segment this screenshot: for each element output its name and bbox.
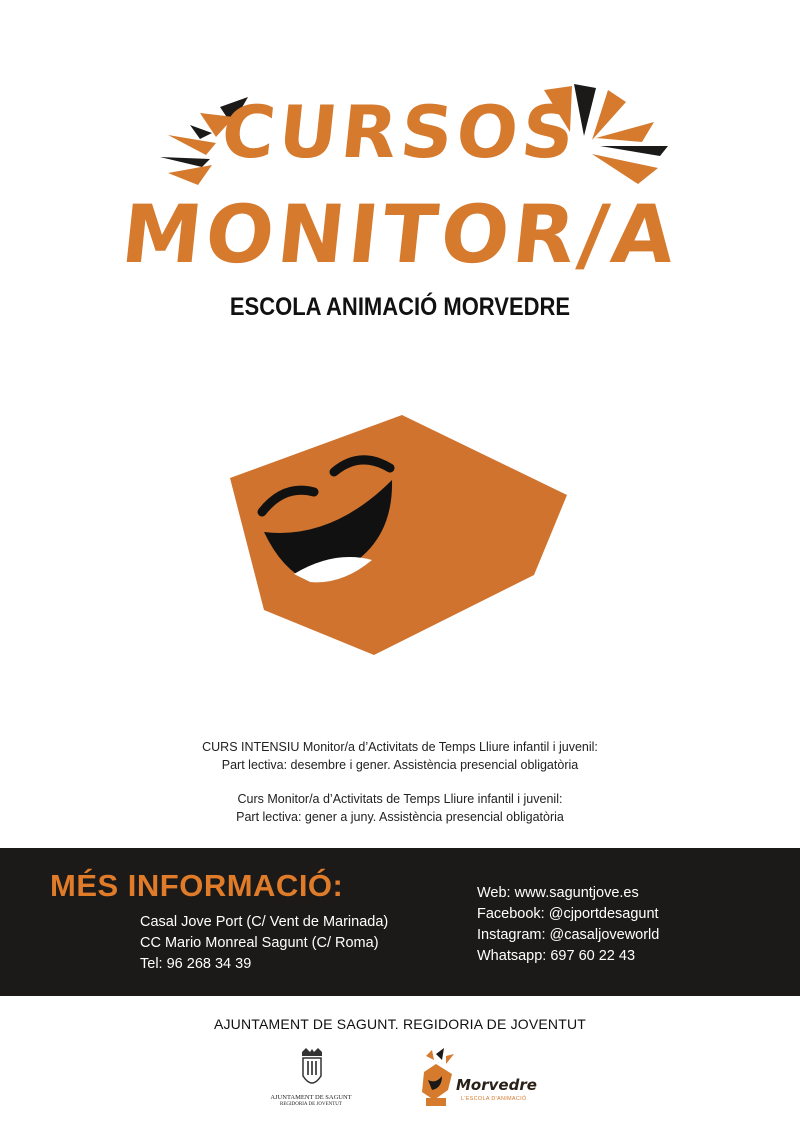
sagunt-crest-icon bbox=[298, 1048, 326, 1092]
sagunt-logo bbox=[268, 1048, 354, 1112]
course-intensive bbox=[0, 738, 800, 774]
info-heading: MÉS INFORMACIÓ: bbox=[50, 868, 344, 903]
instagram-contact: Instagram: @casaljoveworld bbox=[477, 927, 660, 943]
course-line: CURS INTENSIU Monitor/a d’Activitats de Temps Lliure infantil i juvenil: bbox=[202, 740, 598, 754]
course-line: Curs Monitor/a d’Activitats de Temps Lliure infantil i juvenil: bbox=[237, 792, 563, 806]
course-line: Part lectiva: gener a juny. Assistència presencial obligatòria bbox=[236, 810, 564, 824]
address-line: Casal Jove Port (C/ Vent de Marinada) bbox=[140, 914, 389, 930]
web-contact: Web: www.saguntjove.es bbox=[477, 885, 639, 901]
subtitle: ESCOLA ANIMACIÓ MORVEDRE bbox=[229, 293, 571, 321]
sagunt-logo-caption: AJUNTAMENT DE SAGUNT bbox=[270, 1094, 352, 1101]
address-line: CC Mario Monreal Sagunt (C/ Roma) bbox=[140, 935, 379, 951]
morvedre-logo-subtitle: L'ESCOLA D'ANIMACIÓ bbox=[461, 1096, 527, 1102]
course-line: Part lectiva: desembre i gener. Assistència presencial obligatòria bbox=[221, 758, 579, 772]
address-block bbox=[140, 912, 388, 975]
contacts-block bbox=[477, 883, 659, 967]
morvedre-logo bbox=[418, 1048, 548, 1110]
footer-text: AJUNTAMENT DE SAGUNT. REGIDORIA DE JOVENTUT bbox=[213, 1016, 587, 1032]
morvedre-mascot-icon bbox=[418, 1048, 458, 1110]
sagunt-logo-subcaption: REGIDORIA DE JOVENTUT bbox=[280, 1102, 342, 1107]
morvedre-logo-name: Morvedre bbox=[456, 1076, 537, 1094]
phone-line: Tel: 96 268 34 39 bbox=[140, 956, 252, 972]
title-line-1: CURSOS bbox=[217, 90, 583, 174]
course-regular bbox=[0, 790, 800, 826]
whatsapp-contact: Whatsapp: 697 60 22 43 bbox=[477, 948, 636, 964]
facebook-contact: Facebook: @cjportdesagunt bbox=[477, 906, 659, 922]
laughing-mask-icon bbox=[222, 410, 572, 660]
title-line-2: MONITOR/A bbox=[117, 188, 683, 281]
